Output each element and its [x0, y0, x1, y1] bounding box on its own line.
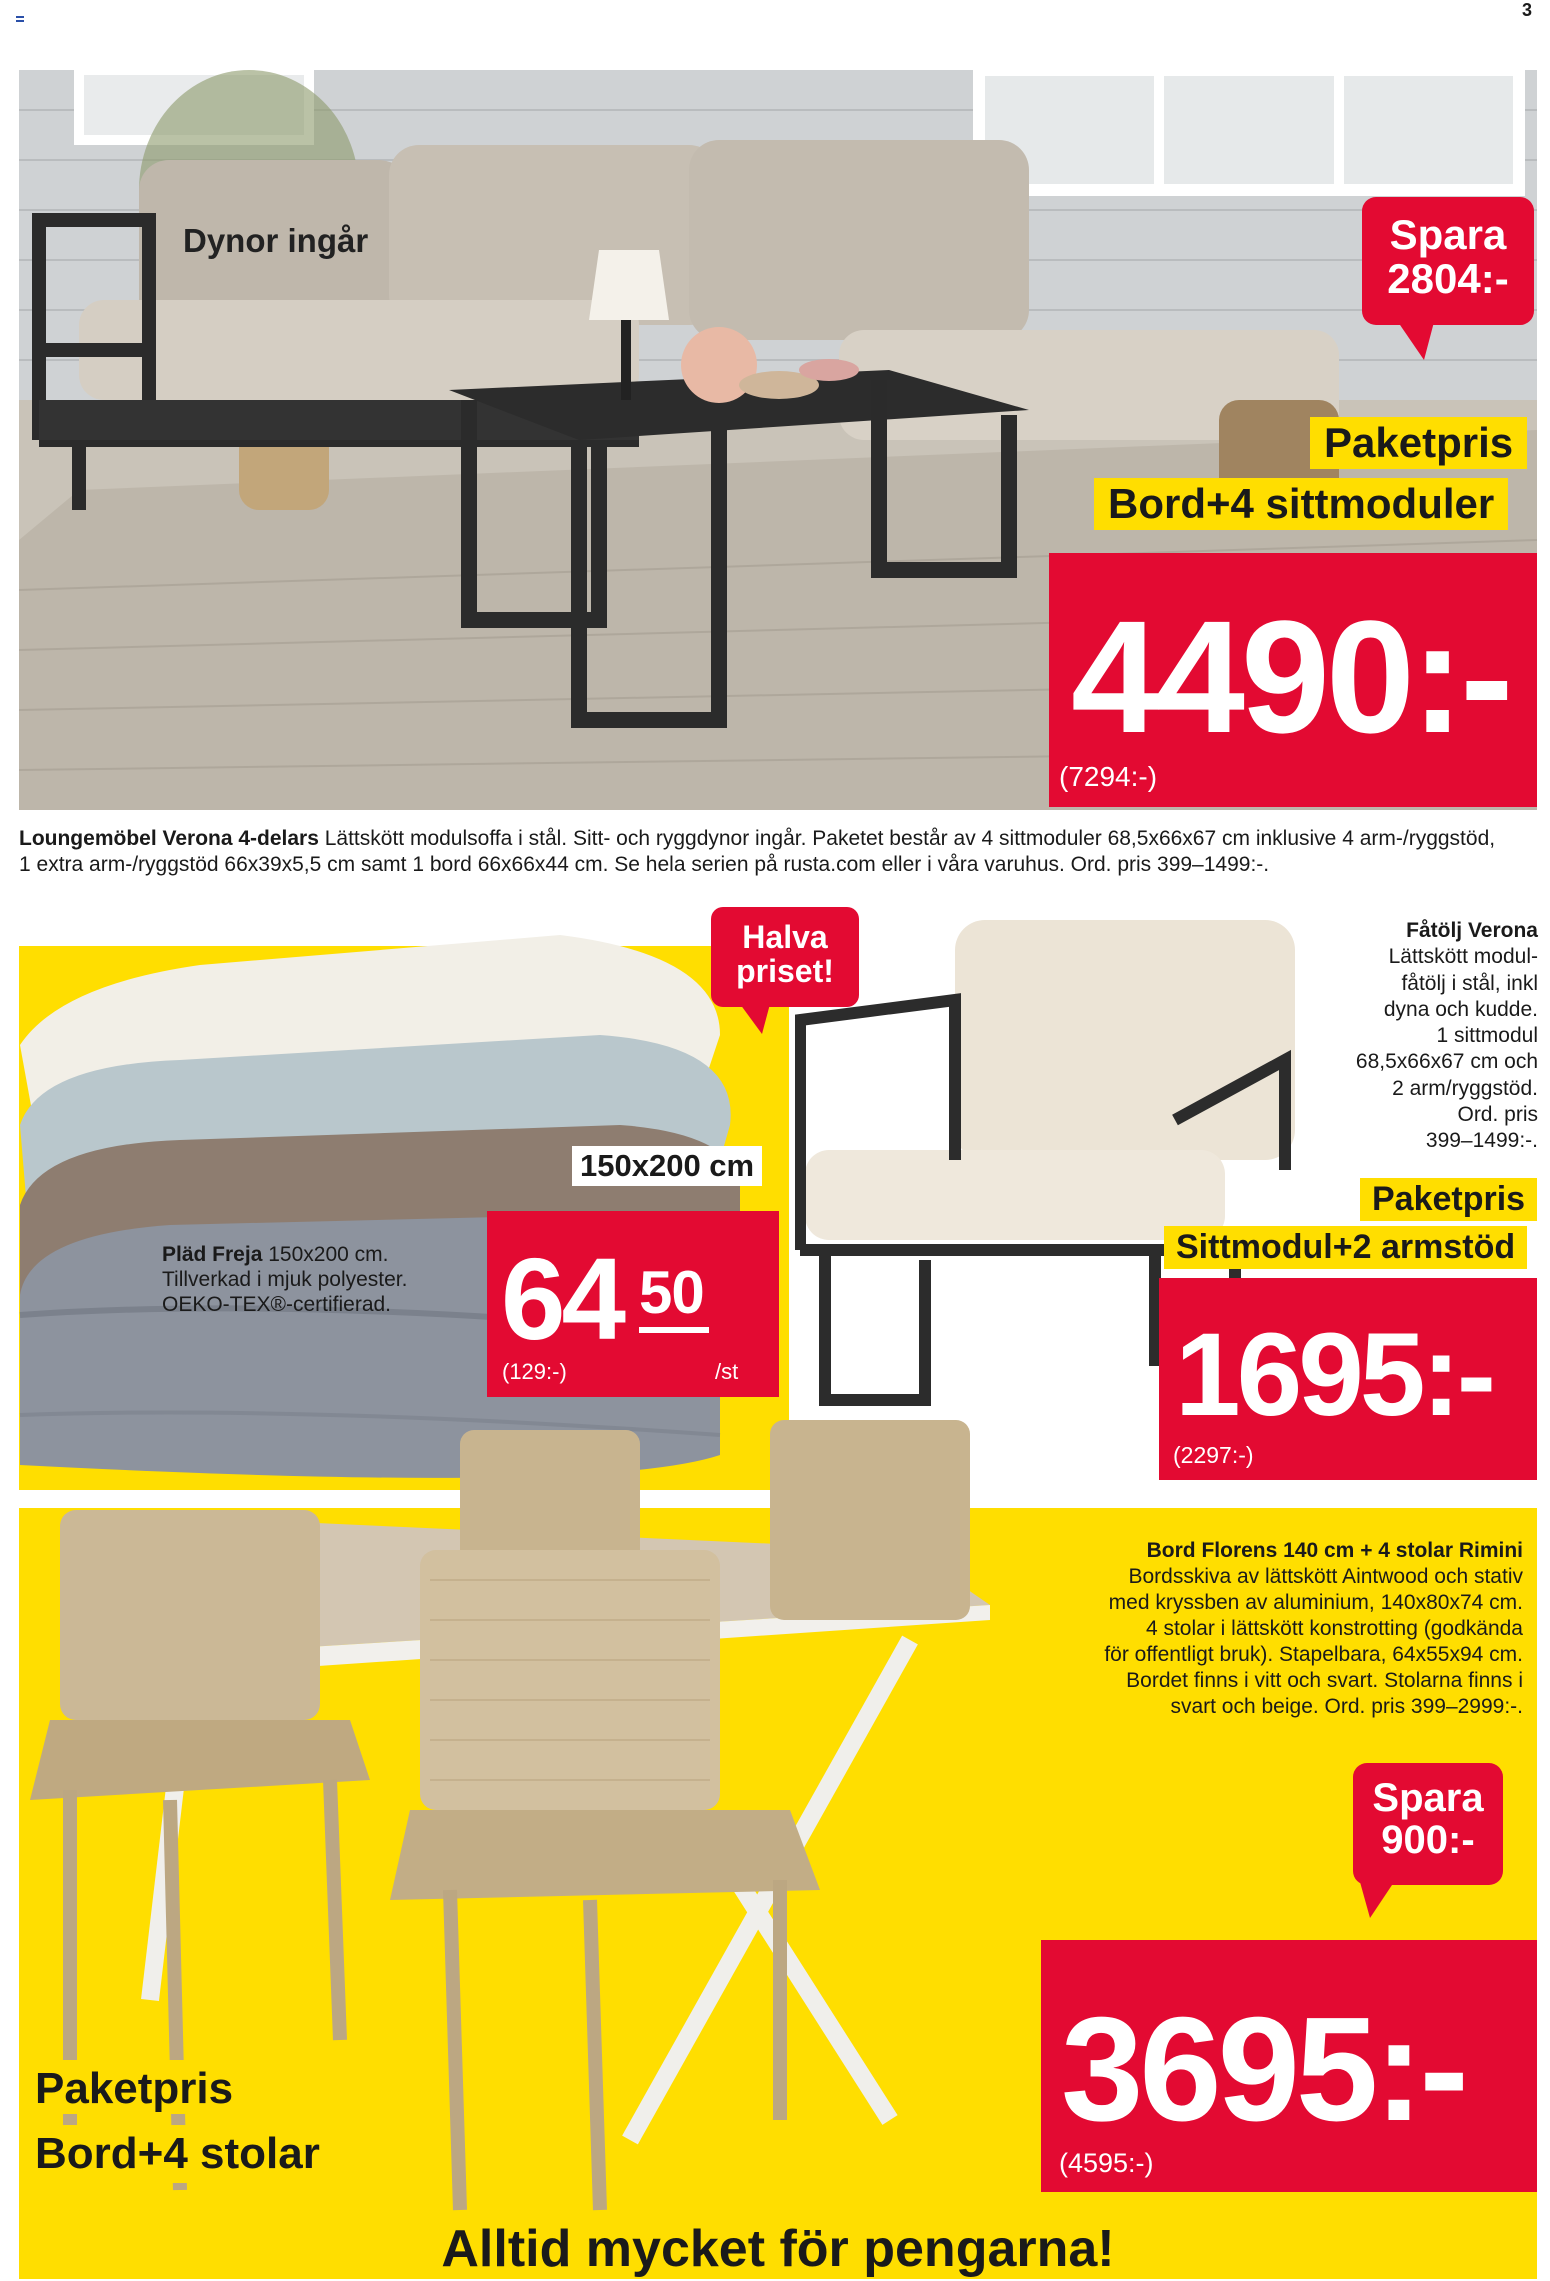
- decimal-underline: [639, 1327, 709, 1333]
- lounge-description: [19, 826, 1509, 877]
- armchair-package-items: Sittmodul+2 armstöd: [1164, 1226, 1527, 1269]
- dining-savings-bubble: [1353, 1763, 1503, 1885]
- blanket-size-text: 150x200 cm.: [262, 1243, 389, 1266]
- armchair-ordinary-price: (2297:-): [1173, 1442, 1254, 1468]
- blanket-price-decimals: 50: [639, 1259, 704, 1326]
- menu-marker-icon: [16, 16, 24, 22]
- product-details: Lättskött modulsoffa i stål. Sitt- och ryggdynor ingår. Paketet består av 4 sittmoduler 68,5x66x67 cm inklusive 4 arm-/ryggstöd, 1 extra arm-/ryggstöd 66x39x5,5 cm samt 1 bord 66x66x44 cm. Se hela serien på rusta.com eller i våra varuhus. Ord. pris 399–1499:-.: [19, 827, 1496, 876]
- bubble-tail: [1360, 1882, 1394, 1918]
- dining-price: 3695:-: [1061, 1987, 1465, 2152]
- armchair-details: Lättskött modul- fåtölj i stål, inkl dyna och kudde. 1 sittmodul 68,5x66x67 cm och 2 arm/ryggstöd. Ord. pris 399–1499:-.: [1355, 945, 1538, 1152]
- bubble-tail: [1398, 322, 1434, 360]
- blanket-ordinary-price: (129:-): [502, 1359, 567, 1384]
- armchair-price: 1695:-: [1175, 1309, 1493, 1441]
- half-price-text: Halva priset!: [736, 919, 834, 989]
- size-tag: 150x200 cm: [572, 1146, 762, 1186]
- bubble-tail: [740, 1004, 770, 1034]
- ordinary-price: (7294:-): [1059, 761, 1158, 792]
- savings-bubble: [1362, 197, 1534, 325]
- armchair-package-label: Paketpris: [1360, 1178, 1537, 1221]
- blanket-unit: /st: [715, 1359, 739, 1384]
- dining-details: Bordsskiva av lättskött Aintwood och stativ med kryssben av aluminium, 140x80x74 cm. 4 stolar i lättskött konstrotting (godkända för offentligt bruk). Stapelbara, 64x55x94 cm. Bordet finns i vitt och svart. Stolarna finns i svart och beige. Ord. pris 399–2999:-.: [1104, 1565, 1523, 1719]
- price: 4490:-: [1071, 587, 1510, 766]
- blanket-price-box: [487, 1211, 779, 1397]
- blanket-price-main: 64: [501, 1234, 623, 1364]
- cushions-included-caption: Dynor ingår: [183, 222, 369, 259]
- dining-title: Bord Florens 140 cm + 4 stolar Rimini: [1146, 1539, 1523, 1562]
- dining-ordinary-price: (4595:-): [1059, 2148, 1154, 2178]
- price-box: [1049, 553, 1537, 807]
- page-number: 3: [1522, 0, 1533, 20]
- dining-package-label: Paketpris: [19, 2060, 249, 2114]
- dining-savings-text: Spara 900:-: [1372, 1776, 1484, 1862]
- package-price-label: Paketpris: [1310, 417, 1527, 469]
- product-title: Loungemöbel Verona 4-delars: [19, 827, 319, 850]
- armchair-price-box: [1159, 1278, 1537, 1480]
- blanket-certification: OEKO-TEX®-certifierad.: [162, 1293, 392, 1317]
- savings-text: Spara 2804:-: [1387, 211, 1509, 303]
- armchair-description: [1340, 918, 1538, 1154]
- footer-slogan: Alltid mycket för pengarna!: [19, 2215, 1537, 2279]
- blanket-material: Tillverkad i mjuk polyester.: [162, 1268, 408, 1292]
- blanket-description: [162, 1242, 407, 1318]
- dining-package-items: Bord+4 stolar: [19, 2125, 336, 2183]
- package-items-label: Bord+4 sittmoduler: [1094, 478, 1508, 530]
- dining-price-box: [1041, 1940, 1537, 2192]
- dining-description: [1040, 1538, 1523, 1720]
- armchair-title: Fåtölj Verona: [1406, 919, 1538, 942]
- blanket-title: Pläd Freja: [162, 1243, 263, 1266]
